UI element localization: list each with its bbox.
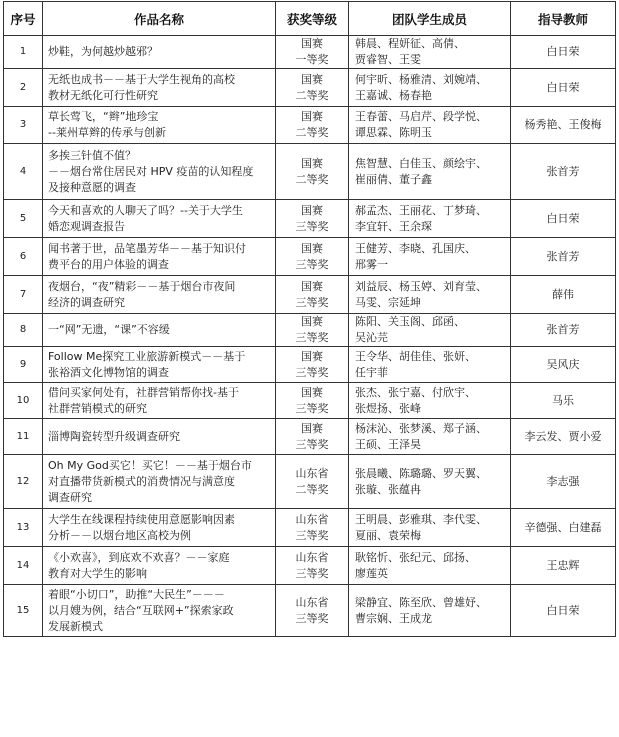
team-members-cell [349, 276, 511, 314]
award-level-line: 国赛 [301, 349, 323, 363]
award-level-cell [276, 509, 349, 547]
award-level-cell [276, 238, 349, 276]
award-level-line: 国赛 [301, 72, 323, 86]
work-title-line: 着眼“小切口”，助推“大民生”－－－ [48, 587, 225, 601]
table-row [4, 200, 616, 238]
advisor-cell: 张首芳 [511, 238, 616, 276]
advisor-cell: 辛德强、白建磊 [511, 509, 616, 547]
work-title-line: 对直播带货新模式的消费情况与满意度 [48, 474, 235, 488]
award-level-cell [276, 455, 349, 509]
serial-number-cell: 12 [4, 455, 43, 509]
award-level-line: 山东省 [295, 595, 329, 609]
team-members-cell [349, 314, 511, 347]
team-members-cell [349, 547, 511, 585]
award-level-cell [276, 585, 349, 637]
team-members-line: 王春蕾、马启芹、段学悦、 [355, 110, 487, 123]
award-level-line: 三等奖 [295, 219, 329, 233]
team-members-line: 梁静宜、陈至欣、曾雄妤、 [355, 595, 487, 609]
table-row [4, 547, 616, 585]
work-title-cell [43, 276, 276, 314]
work-title-line: 及接种意愿的调查 [48, 180, 136, 194]
work-title-cell [43, 69, 276, 107]
table-row [4, 314, 616, 347]
work-title-cell [43, 585, 276, 637]
award-level-line: 三等奖 [295, 295, 329, 309]
advisor-cell: 王忠辉 [511, 547, 616, 585]
serial-number-cell: 1 [4, 36, 43, 69]
advisor-cell: 白日荣 [511, 200, 616, 238]
award-level-line: 国赛 [301, 241, 323, 255]
team-members-line: 李宜轩、王余琛 [355, 219, 432, 233]
advisor-cell: 吴风庆 [511, 347, 616, 383]
work-title-line: 以月嫂为例，结合“互联网+”探索家政 [48, 603, 234, 617]
work-title-cell [43, 383, 276, 419]
header-work-title: 作品名称 [43, 2, 276, 36]
team-members-line: 曹宗娴、王成龙 [355, 611, 432, 625]
work-title-cell [43, 238, 276, 276]
award-level-line: 一等奖 [295, 53, 329, 66]
header-serial-number: 序号 [4, 2, 43, 36]
award-level-line: 国赛 [301, 279, 323, 293]
serial-number-cell: 14 [4, 547, 43, 585]
team-members-line: 贾睿智、王雯 [355, 53, 421, 66]
team-members-line: 王嘉诚、杨春艳 [355, 88, 432, 102]
team-members-cell [349, 144, 511, 200]
award-level-line: 山东省 [295, 512, 329, 526]
award-level-cell [276, 200, 349, 238]
team-members-line: 张杰、张宁嘉、付欣宇、 [355, 385, 476, 399]
team-members-line: 张煜扬、张峰 [355, 401, 421, 415]
team-members-line: 杨沫沁、张梦溪、郑子涵、 [355, 421, 487, 435]
team-members-cell [349, 509, 511, 547]
work-title-cell [43, 455, 276, 509]
work-title-line: 调查研究 [48, 490, 92, 504]
work-title-line: 社群营销模式的研究 [48, 401, 147, 415]
award-level-cell [276, 419, 349, 455]
team-members-line: 夏丽、袁荣梅 [355, 528, 421, 542]
award-level-line: 国赛 [301, 110, 323, 123]
award-level-line: 国赛 [301, 315, 323, 328]
work-title-line: Oh My God买它！买它！－－基于烟台市 [48, 458, 252, 472]
table-row [4, 238, 616, 276]
table-row [4, 276, 616, 314]
advisor-cell: 薛伟 [511, 276, 616, 314]
team-members-cell [349, 347, 511, 383]
award-level-line: 山东省 [295, 550, 329, 564]
award-level-line: 三等奖 [295, 365, 329, 379]
award-level-cell [276, 547, 349, 585]
work-title-line: 闻书著于世，品笔墨芳华－－基于知识付 [48, 241, 246, 255]
work-title-line: 淄博陶瓷转型升级调查研究 [48, 429, 180, 443]
work-title-line: 多挨三针值不值？ [48, 148, 136, 162]
work-title-line: 夜烟台，“夜”精彩－－基于烟台市夜间 [48, 279, 236, 293]
work-title-line: －－烟台常住居民对 HPV 疫苗的认知程度 [48, 164, 254, 178]
award-level-line: 二等奖 [295, 482, 329, 496]
team-members-cell [349, 419, 511, 455]
work-title-line: 费平台的用户体验的调查 [48, 257, 169, 271]
team-members-line: 张晨曦、陈璐璐、罗天翼、 [355, 466, 487, 480]
award-level-cell [276, 314, 349, 347]
work-title-line: --莱州草辫的传承与创新 [48, 126, 166, 139]
award-level-line: 国赛 [301, 203, 323, 217]
award-level-line: 三等奖 [295, 611, 329, 625]
team-members-line: 马雯、宗延坤 [355, 295, 421, 309]
work-title-cell [43, 347, 276, 383]
team-members-line: 谭思霖、陈明玉 [355, 126, 432, 139]
advisor-cell: 杨秀艳、王俊梅 [511, 107, 616, 144]
team-members-cell [349, 107, 511, 144]
award-level-cell [276, 383, 349, 419]
advisor-cell: 白日荣 [511, 36, 616, 69]
table-header-row [4, 2, 616, 36]
work-title-cell [43, 200, 276, 238]
serial-number-cell: 11 [4, 419, 43, 455]
table-row [4, 144, 616, 200]
advisor-cell: 张首芳 [511, 314, 616, 347]
work-title-line: 婚恋观调查报告 [48, 219, 125, 233]
advisor-cell: 张首芳 [511, 144, 616, 200]
team-members-cell [349, 69, 511, 107]
award-level-line: 三等奖 [295, 331, 329, 344]
award-level-line: 国赛 [301, 156, 323, 170]
work-title-cell [43, 144, 276, 200]
team-members-line: 崔丽倩、董子鑫 [355, 172, 432, 186]
team-members-line: 陈阳、关玉阁、邱函、 [355, 315, 465, 328]
work-title-line: 草长莺飞，“辫”地珍宝 [48, 110, 159, 123]
work-title-line: 分析－－以烟台地区高校为例 [48, 528, 191, 542]
work-title-cell [43, 36, 276, 69]
work-title-line: 炒鞋，为何越炒越邪？ [48, 45, 158, 58]
team-members-cell [349, 238, 511, 276]
table-row [4, 509, 616, 547]
table-row [4, 419, 616, 455]
team-members-cell [349, 200, 511, 238]
award-level-line: 二等奖 [295, 172, 329, 186]
serial-number-cell: 2 [4, 69, 43, 107]
header-advisor: 指导教师 [511, 2, 616, 36]
header-award-level: 获奖等级 [276, 2, 349, 36]
award-level-line: 国赛 [301, 421, 323, 435]
work-title-line: 《小欢喜》，到底欢不欢喜？－－家庭 [48, 550, 230, 564]
award-level-line: 国赛 [301, 385, 323, 399]
award-level-line: 二等奖 [295, 88, 329, 102]
award-level-line: 三等奖 [295, 257, 329, 271]
award-level-line: 三等奖 [295, 401, 329, 415]
awards-table [3, 1, 616, 637]
table-row [4, 347, 616, 383]
work-title-line: 经济的调查研究 [48, 295, 125, 309]
work-title-line: 一“网”无遗，“课”不容缓 [48, 323, 170, 336]
work-title-line: 张裕酒文化博物馆的调查 [48, 365, 169, 379]
award-level-cell [276, 69, 349, 107]
serial-number-cell: 5 [4, 200, 43, 238]
serial-number-cell: 15 [4, 585, 43, 637]
award-level-line: 国赛 [301, 37, 323, 50]
team-members-line: 王硕、王泽昊 [355, 437, 421, 451]
table-row [4, 107, 616, 144]
work-title-line: 无纸也成书－－基于大学生视角的高校 [48, 72, 235, 86]
serial-number-cell: 9 [4, 347, 43, 383]
table-row [4, 36, 616, 69]
team-members-line: 邢雾一 [355, 257, 388, 271]
team-members-line: 耿铭忻、张纪元、邱扬、 [355, 550, 476, 564]
work-title-line: 发展新模式 [48, 619, 103, 633]
team-members-cell [349, 36, 511, 69]
serial-number-cell: 10 [4, 383, 43, 419]
advisor-cell: 李云发、贾小爱 [511, 419, 616, 455]
award-level-line: 山东省 [295, 466, 329, 480]
team-members-cell [349, 455, 511, 509]
award-level-cell [276, 144, 349, 200]
award-level-cell [276, 347, 349, 383]
work-title-line: 教材无纸化可行性研究 [48, 88, 158, 102]
advisor-cell: 白日荣 [511, 585, 616, 637]
team-members-cell [349, 383, 511, 419]
work-title-cell [43, 547, 276, 585]
table-row [4, 455, 616, 509]
work-title-line: Follow Me探究工业旅游新模式－－基于 [48, 349, 246, 363]
serial-number-cell: 7 [4, 276, 43, 314]
team-members-line: 吴沁芫 [355, 331, 388, 344]
header-team-members: 团队学生成员 [349, 2, 511, 36]
award-level-cell [276, 36, 349, 69]
serial-number-cell: 6 [4, 238, 43, 276]
team-members-line: 王明晨、彭雅琪、李代雯、 [355, 512, 487, 526]
team-members-line: 张璇、张蕴冉 [355, 482, 421, 496]
work-title-line: 今天和喜欢的人聊天了吗？--关于大学生 [48, 203, 243, 217]
award-level-cell [276, 276, 349, 314]
team-members-line: 焦智慧、白佳玉、颜绘宇、 [355, 156, 487, 170]
advisor-cell: 马乐 [511, 383, 616, 419]
team-members-line: 郝孟杰、王丽花、丁梦琦、 [355, 203, 487, 217]
work-title-line: 教育对大学生的影响 [48, 566, 147, 580]
table-row [4, 585, 616, 637]
award-level-line: 二等奖 [295, 126, 329, 139]
serial-number-cell: 8 [4, 314, 43, 347]
awards-table-container [3, 1, 616, 637]
work-title-cell [43, 107, 276, 144]
work-title-cell [43, 419, 276, 455]
team-members-line: 廖莲英 [355, 566, 388, 580]
team-members-line: 刘益辰、杨玉婷、刘育莹、 [355, 279, 487, 293]
table-row [4, 383, 616, 419]
team-members-line: 韩晨、程妍征、高倩、 [355, 37, 465, 50]
team-members-cell [349, 585, 511, 637]
award-level-line: 三等奖 [295, 437, 329, 451]
team-members-line: 王令华、胡佳佳、张妍、 [355, 349, 476, 363]
serial-number-cell: 4 [4, 144, 43, 200]
award-level-line: 三等奖 [295, 528, 329, 542]
work-title-cell [43, 509, 276, 547]
award-level-cell [276, 107, 349, 144]
advisor-cell: 李志强 [511, 455, 616, 509]
team-members-line: 何宇昕、杨雅清、刘婉靖、 [355, 72, 487, 86]
table-row [4, 69, 616, 107]
advisor-cell: 白日荣 [511, 69, 616, 107]
team-members-line: 王健芳、李晓、孔国庆、 [355, 241, 476, 255]
award-level-line: 三等奖 [295, 566, 329, 580]
serial-number-cell: 3 [4, 107, 43, 144]
work-title-line: 大学生在线课程持续使用意愿影响因素 [48, 512, 235, 526]
team-members-line: 任宇菲 [355, 365, 388, 379]
work-title-line: 借问买家何处有，社群营销帮你找-基于 [48, 385, 239, 399]
serial-number-cell: 13 [4, 509, 43, 547]
work-title-cell [43, 314, 276, 347]
